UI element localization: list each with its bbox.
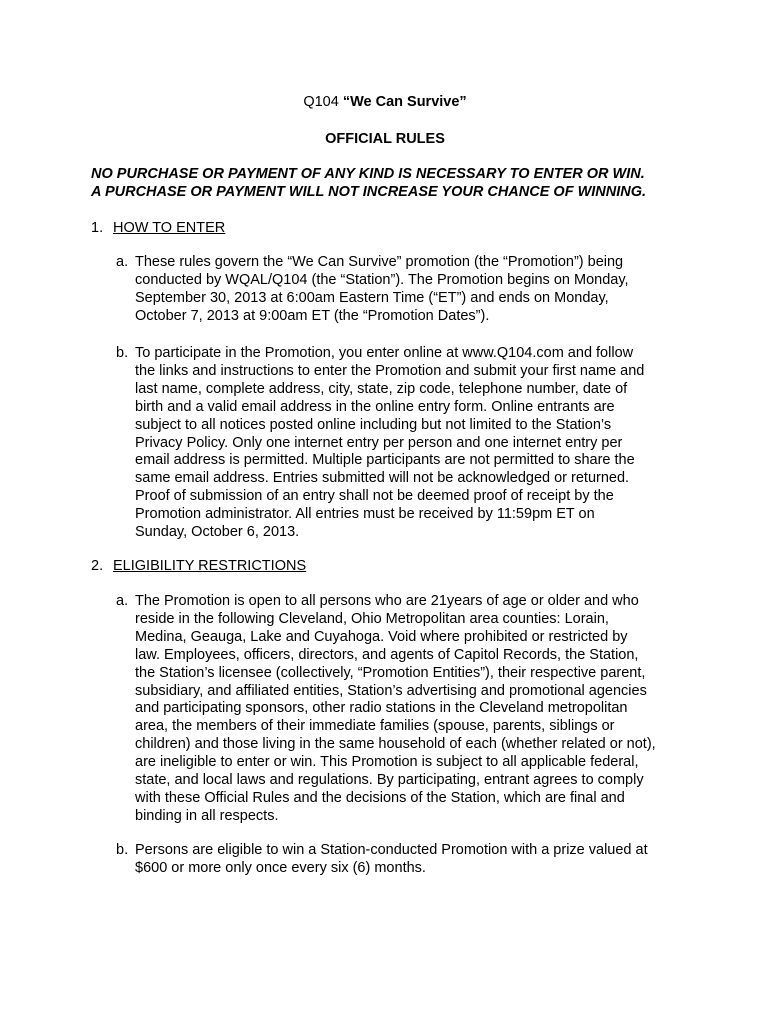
text-line: area, the members of their immediate families (spouse, parents, siblings or — [135, 718, 615, 735]
item-text — [135, 345, 686, 542]
item-letter: b. — [116, 842, 129, 858]
rule-item-2b — [116, 842, 686, 878]
text-line: the Station’s licensee (collectively, “Promotion Entities”), their respective parent, — [135, 664, 646, 681]
text-line: subject to all notices posted online including but not limited to the Station’s — [135, 416, 612, 433]
notice-line: NO PURCHASE OR PAYMENT OF ANY KIND IS NECESSARY TO ENTER OR WIN. — [91, 166, 645, 182]
text-line: Medina, Geauga, Lake and Cuyahoga. Void where prohibited or restricted by — [135, 628, 628, 645]
section-number: 2. — [91, 558, 104, 574]
notice-line: A PURCHASE OR PAYMENT WILL NOT INCREASE YOUR CHANCE OF WINNING. — [91, 184, 647, 200]
rule-item-2a — [116, 593, 686, 826]
text-line: birth and a valid email address in the online entry form. Online entrants are — [135, 398, 615, 415]
item-text — [135, 593, 686, 826]
text-line: $600 or more only once every six (6) months. — [135, 859, 426, 876]
text-line: These rules govern the “We Can Survive” promotion (the “Promotion”) being — [135, 254, 624, 270]
section-title: HOW TO ENTER — [113, 220, 226, 236]
text-line: October 7, 2013 at 9:00am ET (the “Promotion Dates”). — [135, 307, 490, 324]
text-line: reside in the following Cleveland, Ohio Metropolitan area counties: Lorain, — [135, 610, 609, 627]
title-promotion-name: “We Can Survive” — [342, 94, 467, 110]
rule-item-1a — [116, 254, 686, 326]
section-heading-eligibility — [91, 557, 306, 575]
section-number: 1. — [91, 220, 104, 236]
item-letter: b. — [116, 345, 129, 361]
text-line: are ineligible to enter or win. This Promotion is subject to all applicable federal, — [135, 754, 639, 771]
text-line: Privacy Policy. Only one internet entry per person and one internet entry per — [135, 434, 623, 451]
rule-item-1b — [116, 345, 686, 542]
text-line: September 30, 2013 at 6:00am Eastern Time (“ET”) and ends on Monday, — [135, 289, 609, 306]
text-line: with these Official Rules and the decisions of the Station, which are final and — [135, 789, 625, 806]
text-line: last name, complete address, city, state, zip code, telephone number, date of — [135, 380, 628, 397]
item-letter: a. — [116, 254, 129, 270]
official-rules-heading: OFFICIAL RULES — [325, 131, 445, 147]
text-line: email address is permitted. Multiple participants are not permitted to share the — [135, 452, 635, 469]
text-line: and participating sponsors, other radio stations in the Cleveland metropolitan — [135, 700, 628, 717]
text-line: conducted by WQAL/Q104 (the “Station”). The Promotion begins on Monday, — [135, 271, 629, 288]
text-line: The Promotion is open to all persons who are 21years of age or older and who — [135, 593, 639, 609]
text-line: subsidiary, and affiliated entities, Station’s advertising and promotional agencies — [135, 682, 647, 699]
text-line: the links and instructions to enter the Promotion and submit your first name and — [135, 362, 645, 379]
text-line: Sunday, October 6, 2013. — [135, 524, 300, 541]
text-line: same email address. Entries submitted will not be acknowledged or returned. — [135, 470, 630, 487]
text-line: Persons are eligible to win a Station-conducted Promotion with a prize valued at — [135, 842, 648, 858]
text-line: To participate in the Promotion, you enter online at www.Q104.com and follow — [135, 345, 634, 361]
item-letter: a. — [116, 593, 129, 609]
document-title — [0, 93, 770, 111]
text-line: state, and local laws and regulations. By participating, entrant agrees to comply — [135, 772, 644, 789]
title-prefix: Q104 — [303, 94, 343, 110]
text-line: children) and those living in the same household of each (whether related or not), — [135, 736, 656, 753]
no-purchase-notice — [91, 165, 711, 201]
item-text — [135, 842, 686, 878]
section-heading-how-to-enter — [91, 219, 225, 237]
item-text — [135, 254, 686, 326]
section-title: ELIGIBILITY RESTRICTIONS — [113, 558, 307, 574]
text-line: Promotion administrator. All entries must be received by 11:59pm ET on — [135, 506, 595, 523]
text-line: law. Employees, officers, directors, and agents of Capitol Records, the Station, — [135, 646, 639, 663]
text-line: Proof of submission of an entry shall not be deemed proof of receipt by the — [135, 488, 614, 505]
text-line: binding in all respects. — [135, 807, 279, 824]
